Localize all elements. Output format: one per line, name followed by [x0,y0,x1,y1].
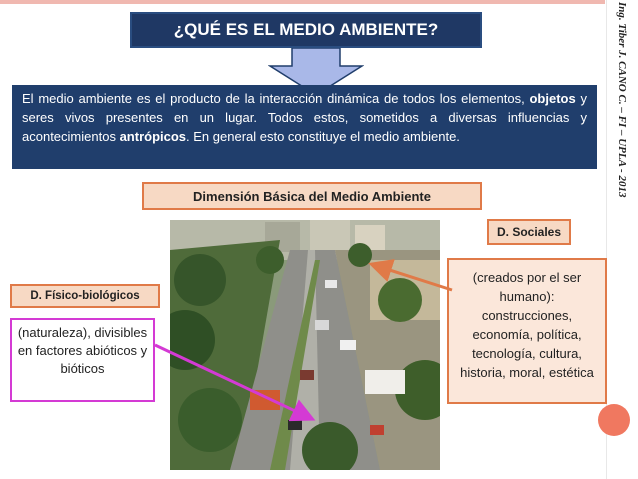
slide-title: ¿QUÉ ES EL MEDIO AMBIENTE? [130,12,482,48]
fisico-description-box: (naturaleza), divisibles en factores abióticos y bióticos [10,318,155,402]
top-decorative-bar [0,0,605,4]
city-photo [170,220,440,470]
sociales-description-box: (creados por el ser humano): construcciones, economía, política, tecnología, cultura, historia, moral, estética [447,258,607,404]
definition-bold-objetos: objetos [529,91,576,106]
author-caption: Ing. Tiber J. CANO C. – FI – UPLA - 2013 [616,2,628,198]
definition-bold-antropicos: antrópicos [119,129,187,144]
dimension-label: Dimensión Básica del Medio Ambiente [142,182,482,210]
definition-text-3: . En general esto constituye el medio ambiente. [186,129,460,144]
definition-text-1: El medio ambiente es el producto de la interacción dinámica de todos los elementos, [22,91,530,106]
definition-text-2: y seres vivos presentes en un lugar. Todos estos, sometidos a diversas influencias y acontecimientos [22,91,587,144]
slide-number-circle [598,404,630,436]
definition-box [12,85,597,169]
sociales-label: D. Sociales [487,219,571,245]
fisico-biologicos-label: D. Físico-biológicos [10,284,160,308]
